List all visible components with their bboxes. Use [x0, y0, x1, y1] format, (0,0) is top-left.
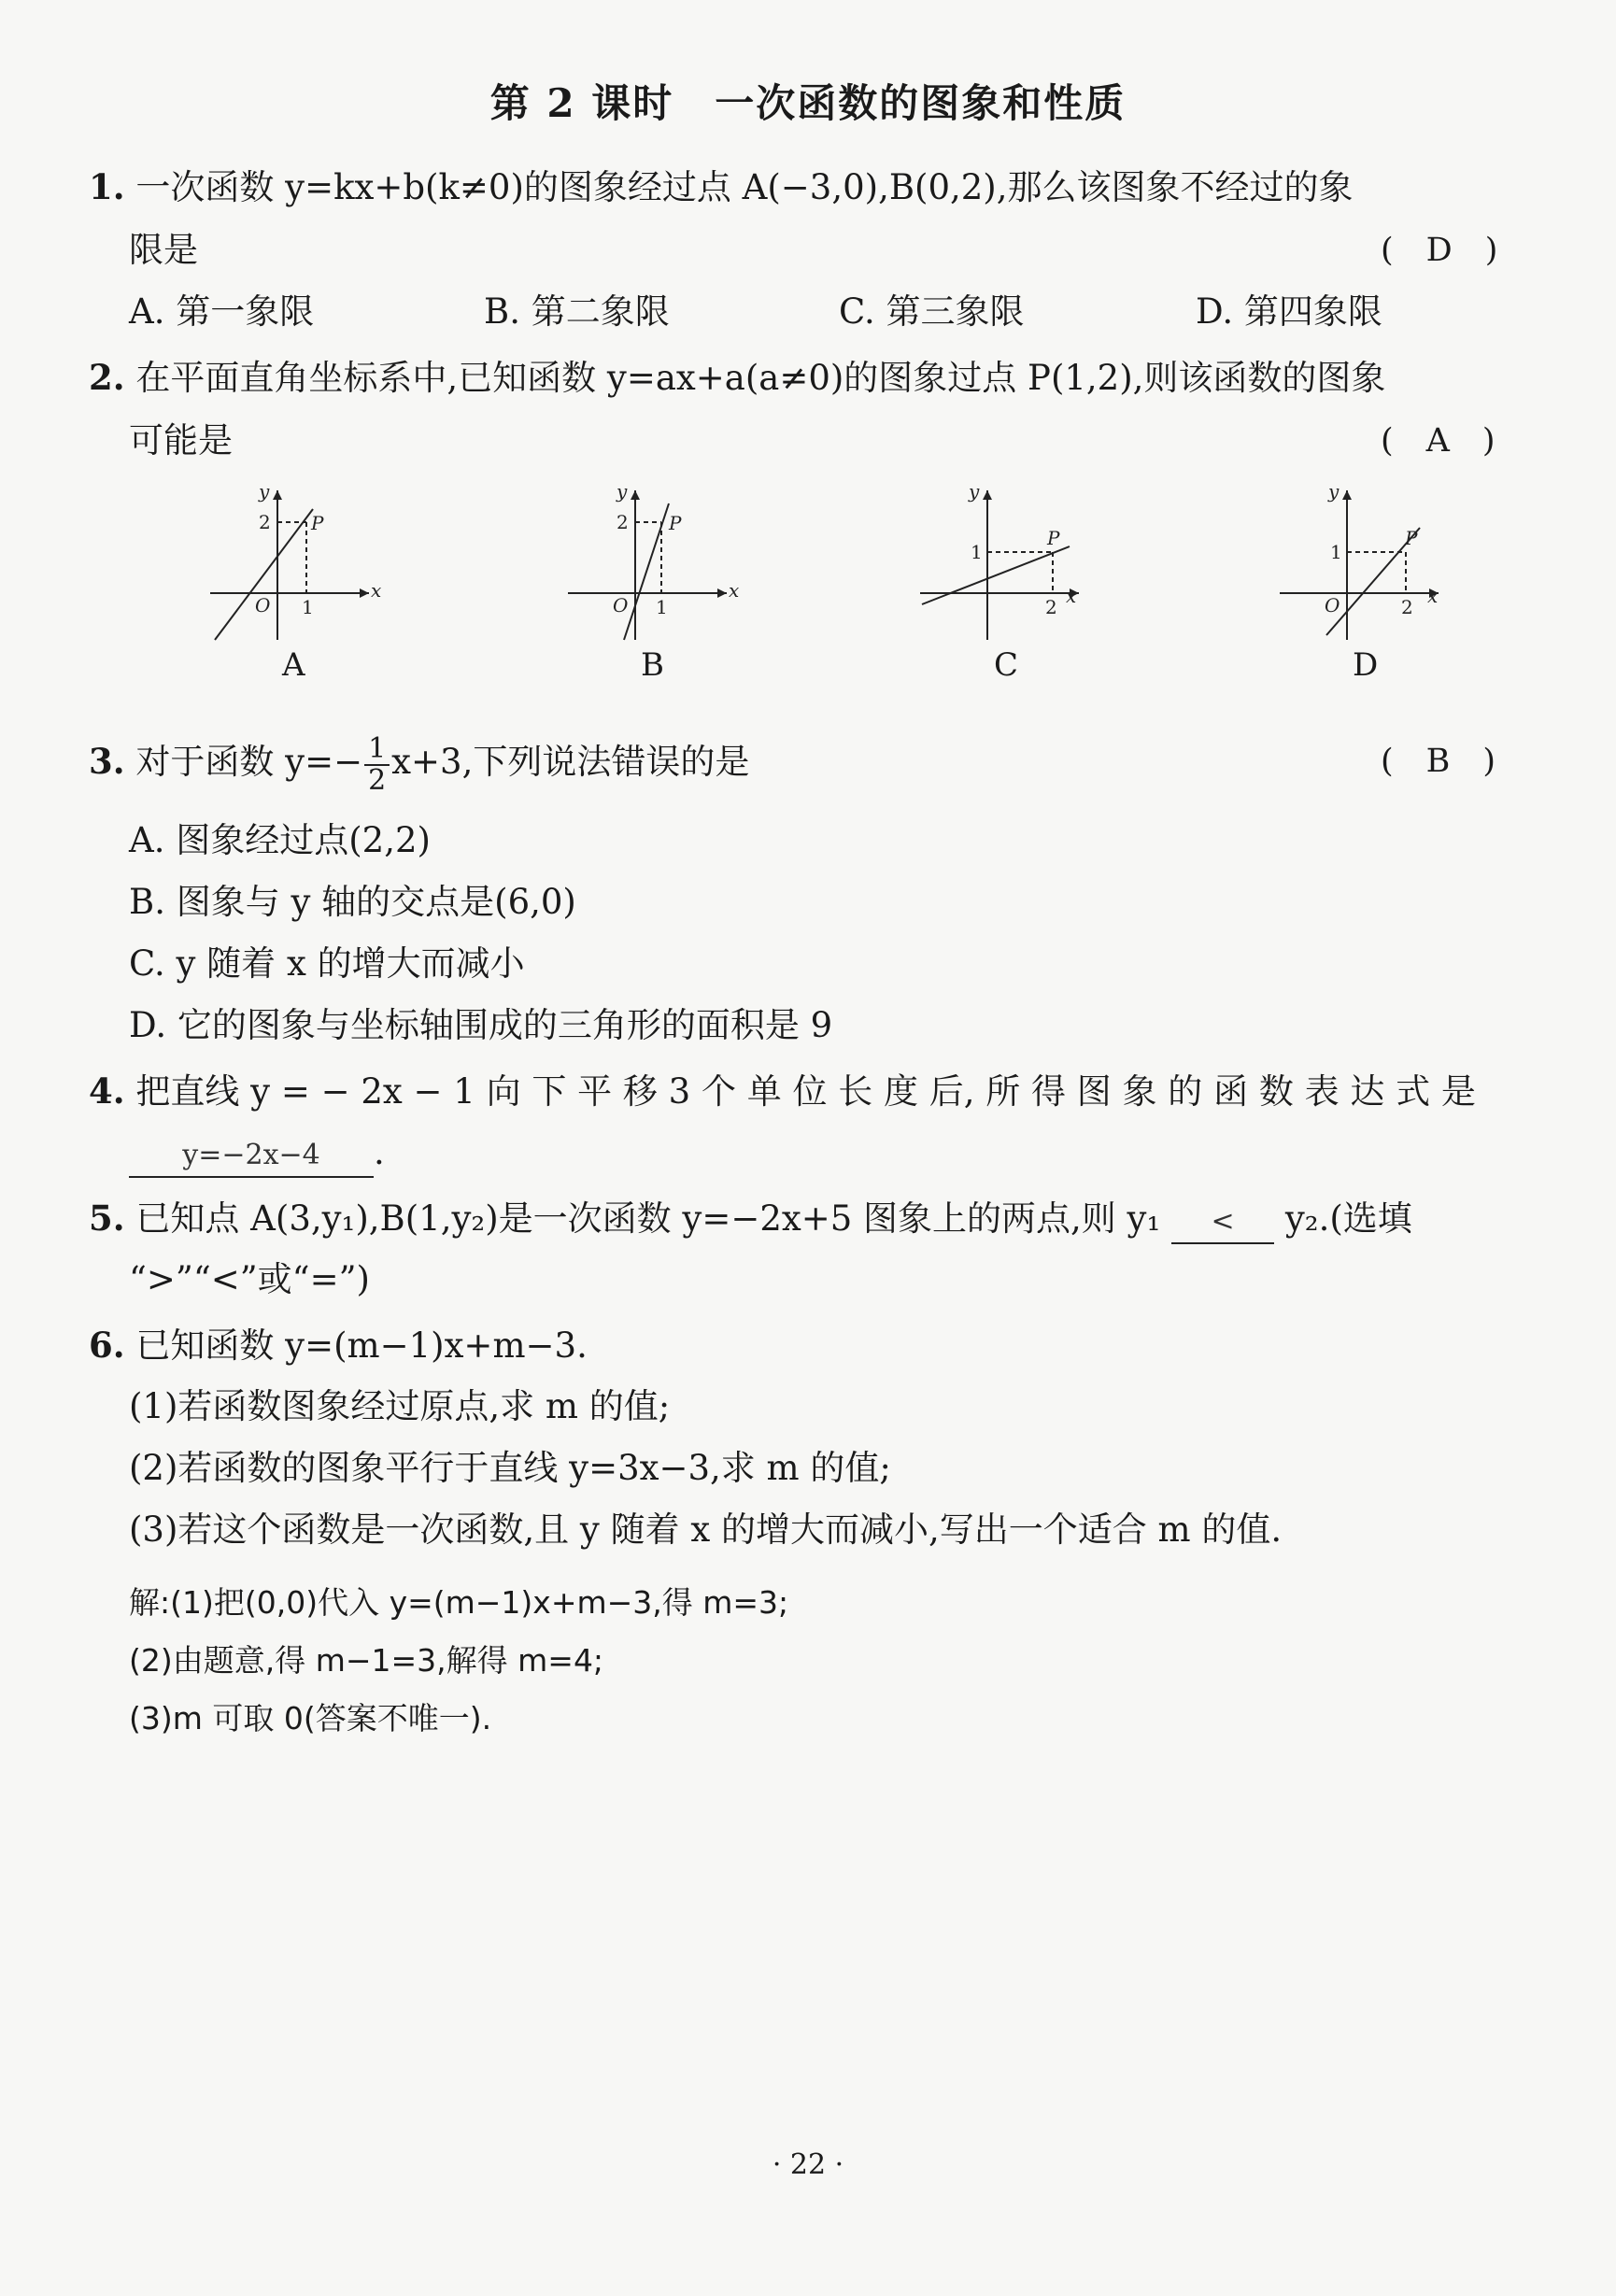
q5-stem — [89, 1198, 1412, 1244]
graph-d-origin: O — [1325, 594, 1340, 617]
q6-part-1: (1)若函数图象经过原点,求 m 的值; — [129, 1386, 671, 1426]
q2-stem — [89, 357, 1385, 399]
q2-number: 2. — [89, 357, 125, 398]
graph-b-caption: B — [641, 646, 664, 684]
graph-c-point-p: P — [1047, 527, 1060, 549]
q2-text-line1: 在平面直角坐标系中,已知函数 y=ax+a(a≠0)的图象过点 P(1,2),则该函数的图象 — [135, 358, 1386, 398]
graph-d-ytick: 1 — [1330, 541, 1342, 563]
q3-fraction — [364, 731, 390, 797]
q2-answer: ( A ) — [1381, 422, 1496, 460]
graph-d-point-p: P — [1405, 527, 1418, 549]
q1-option-a: A. 第一象限 — [129, 291, 315, 332]
q3-text-post: x+3,下列说法错误的是 — [391, 742, 750, 782]
graph-a-x-label: x — [371, 579, 382, 602]
q1-answer: ( D ) — [1381, 232, 1498, 269]
q6-part-3: (3)若这个函数是一次函数,且 y 随着 x 的增大而减小,写出一个适合 m 的值. — [129, 1509, 1283, 1550]
q5-text-pre: 已知点 A(3,y₁),B(1,y₂)是一次函数 y=−2x+5 图象上的两点,则 y₁ — [135, 1198, 1161, 1239]
graph-d-y-arrow — [1342, 490, 1352, 500]
graph-a-y-label: y — [259, 481, 270, 503]
q3-text-pre: 对于函数 y=− — [135, 742, 363, 782]
q3-frac-den: 2 — [368, 763, 387, 797]
graph-a-y-arrow — [273, 490, 282, 500]
graph-d-y-label: y — [1328, 481, 1340, 503]
q6-text-line1: 已知函数 y=(m−1)x+m−3. — [135, 1325, 588, 1366]
graph-a-origin: O — [255, 594, 271, 617]
q1-stem — [89, 166, 1354, 208]
graph-b-x-arrow — [717, 588, 727, 598]
graph-b-y-arrow — [631, 490, 640, 500]
q3-option-a: A. 图象经过点(2,2) — [129, 820, 431, 860]
graph-a-ytick: 2 — [259, 511, 271, 533]
graph-b-xtick: 1 — [656, 596, 668, 618]
q4-answer-blank: y=−2x−4 — [129, 1135, 374, 1178]
graph-c-y-arrow — [983, 490, 992, 500]
q5-text-post: y₂.(选填 — [1284, 1198, 1412, 1239]
q1-text-line1: 一次函数 y=kx+b(k≠0)的图象经过点 A(−3,0),B(0,2),那么该图象不经过的象 — [135, 167, 1354, 207]
q5-answer-blank: < — [1171, 1201, 1274, 1244]
q5-number: 5. — [89, 1198, 125, 1239]
q6-solution-1: 解:(1)把(0,0)代入 y=(m−1)x+m−3,得 m=3; — [129, 1584, 789, 1621]
graph-b-origin: O — [613, 594, 629, 617]
q1-option-d: D. 第四象限 — [1196, 291, 1382, 332]
page-number: · 22 · — [772, 2148, 844, 2181]
q3-option-c: C. y 随着 x 的增大而减小 — [129, 943, 525, 984]
q6-number: 6. — [89, 1325, 125, 1366]
q1-number: 1. — [89, 166, 125, 207]
q3-stem — [89, 727, 749, 797]
q6-solution-2: (2)由题意,得 m−1=3,解得 m=4; — [129, 1642, 604, 1679]
graph-d-caption: D — [1353, 646, 1379, 684]
graph-a-caption: A — [282, 646, 305, 684]
graph-b-ytick: 2 — [617, 511, 629, 533]
graph-c-x-label: x — [1066, 585, 1077, 607]
q6-part-2: (2)若函数的图象平行于直线 y=3x−3,求 m 的值; — [129, 1448, 891, 1488]
q3-answer: ( B ) — [1381, 743, 1496, 780]
q3-number: 3. — [89, 741, 125, 782]
graph-c-xtick: 2 — [1045, 596, 1057, 618]
q3-option-b: B. 图象与 y 轴的交点是(6,0) — [129, 882, 576, 922]
q6-stem — [89, 1325, 588, 1367]
q4-text-line1: 把直线 y = − 2x − 1 向 下 平 移 3 个 单 位 长 度 后, 所 得 图 象 的 函 数 表 达 式 是 — [135, 1071, 1476, 1112]
graph-a-point-p: P — [311, 512, 324, 534]
q4-tail: . — [374, 1132, 385, 1172]
graph-b-x-label: x — [729, 579, 740, 602]
q4-stem — [89, 1070, 1476, 1113]
q4-number: 4. — [89, 1070, 125, 1112]
q6-solution-3: (3)m 可取 0(答案不唯一). — [129, 1700, 492, 1736]
graph-a-xtick: 1 — [302, 596, 314, 618]
q2-text-line2: 可能是 — [129, 420, 233, 461]
graph-c-y-label: y — [969, 481, 980, 503]
graph-a-x-arrow — [360, 588, 369, 598]
q1-option-c: C. 第三象限 — [839, 291, 1025, 332]
graph-b-point-p: P — [669, 512, 682, 534]
q3-option-d: D. 它的图象与坐标轴围成的三角形的面积是 9 — [129, 1005, 833, 1045]
graph-c-ytick: 1 — [971, 541, 983, 563]
page-title: 第 2 课时 一次函数的图象和性质 — [489, 80, 1127, 126]
q3-frac-num: 1 — [364, 734, 390, 766]
q1-option-b: B. 第二象限 — [484, 291, 670, 332]
graph-d-xtick: 2 — [1401, 596, 1413, 618]
graph-d-x-label: x — [1427, 585, 1439, 607]
q4-answer-line — [129, 1132, 385, 1178]
q5-text-line2: “>”“<”或“=”) — [129, 1259, 370, 1299]
graph-c-caption: C — [994, 646, 1019, 684]
graph-b-y-label: y — [617, 481, 628, 503]
q1-text-line2: 限是 — [129, 230, 198, 270]
